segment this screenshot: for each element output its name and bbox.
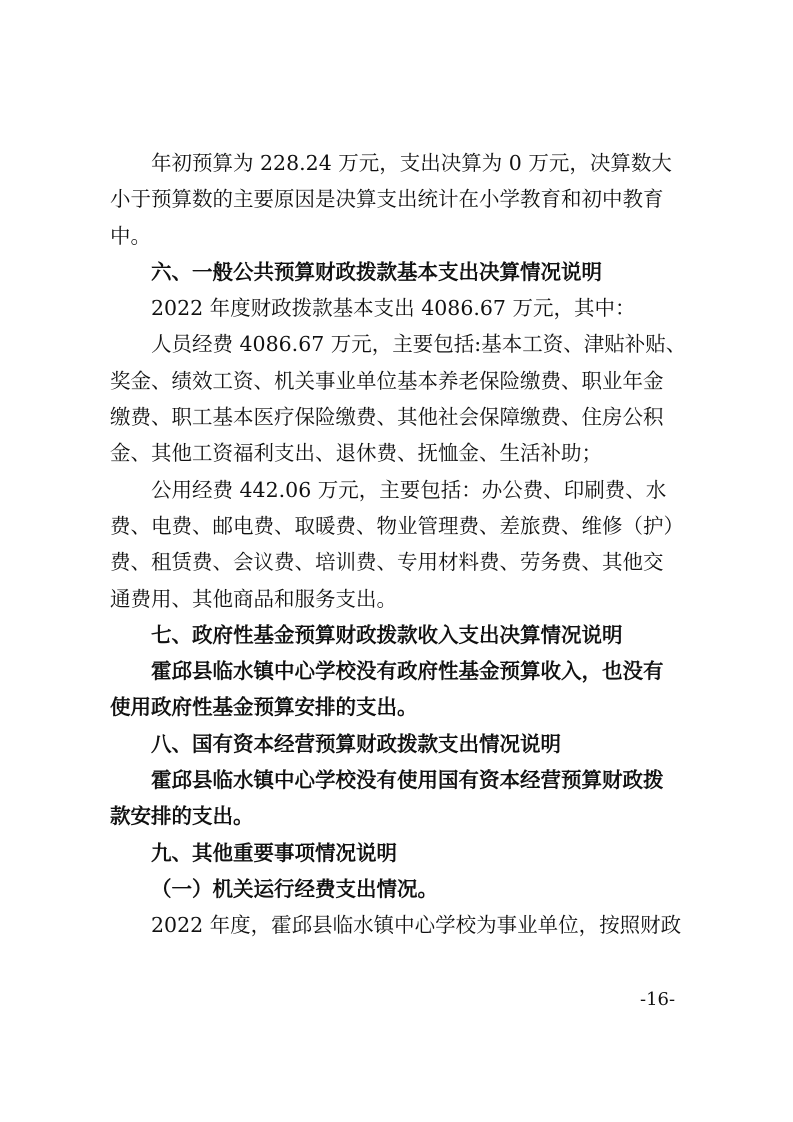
paragraph-line: 小于预算数的主要原因是决算支出统计在小学教育和初中教育 [110, 187, 664, 212]
paragraph-line: 费、租赁费、会议费、培训费、专用材料费、劳务费、其他交 [110, 550, 664, 575]
paragraph-line: 中。 [110, 223, 151, 248]
document-body [110, 145, 690, 944]
bold-paragraph-line: 使用政府性基金预算安排的支出。 [110, 695, 418, 720]
paragraph-line: 缴费、职工基本医疗保险缴费、其他社会保障缴费、住房公积 [110, 405, 664, 430]
page-number: -16- [640, 989, 676, 1010]
paragraph-line: 2022 年度财政拨款基本支出 4086.67 万元，其中： [151, 296, 636, 321]
section-heading-6: 六、一般公共预算财政拨款基本支出决算情况说明 [151, 259, 602, 284]
paragraph-line: 金、其他工资福利支出、退休费、抚恤金、生活补助； [110, 441, 602, 466]
paragraph-line: 人员经费 4086.67 万元，主要包括:基本工资、津贴补贴、 [151, 332, 687, 357]
subsection-heading: （一）机关运行经费支出情况。 [151, 876, 438, 901]
section-heading-7: 七、政府性基金预算财政拨款收入支出决算情况说明 [151, 622, 623, 647]
bold-paragraph-line: 霍邱县临水镇中心学校没有政府性基金预算收入，也没有 [151, 659, 664, 684]
paragraph-line: 奖金、绩效工资、机关事业单位基本养老保险缴费、职业年金 [110, 368, 664, 393]
paragraph-line: 通费用、其他商品和服务支出。 [110, 586, 397, 611]
paragraph-line: 2022 年度，霍邱县临水镇中心学校为事业单位，按照财政 [151, 913, 682, 938]
section-heading-9: 九、其他重要事项情况说明 [151, 840, 397, 865]
section-heading-8: 八、国有资本经营预算财政拨款支出情况说明 [151, 731, 561, 756]
bold-paragraph-line: 霍邱县临水镇中心学校没有使用国有资本经营预算财政拨 [151, 768, 664, 793]
paragraph-line: 公用经费 442.06 万元，主要包括：办公费、印刷费、水 [151, 477, 667, 502]
paragraph-line: 费、电费、邮电费、取暖费、物业管理费、差旅费、维修（护） [110, 513, 684, 538]
bold-paragraph-line: 款安排的支出。 [110, 804, 254, 829]
paragraph-line: 年初预算为 228.24 万元，支出决算为 0 万元，决算数大 [151, 151, 672, 175]
